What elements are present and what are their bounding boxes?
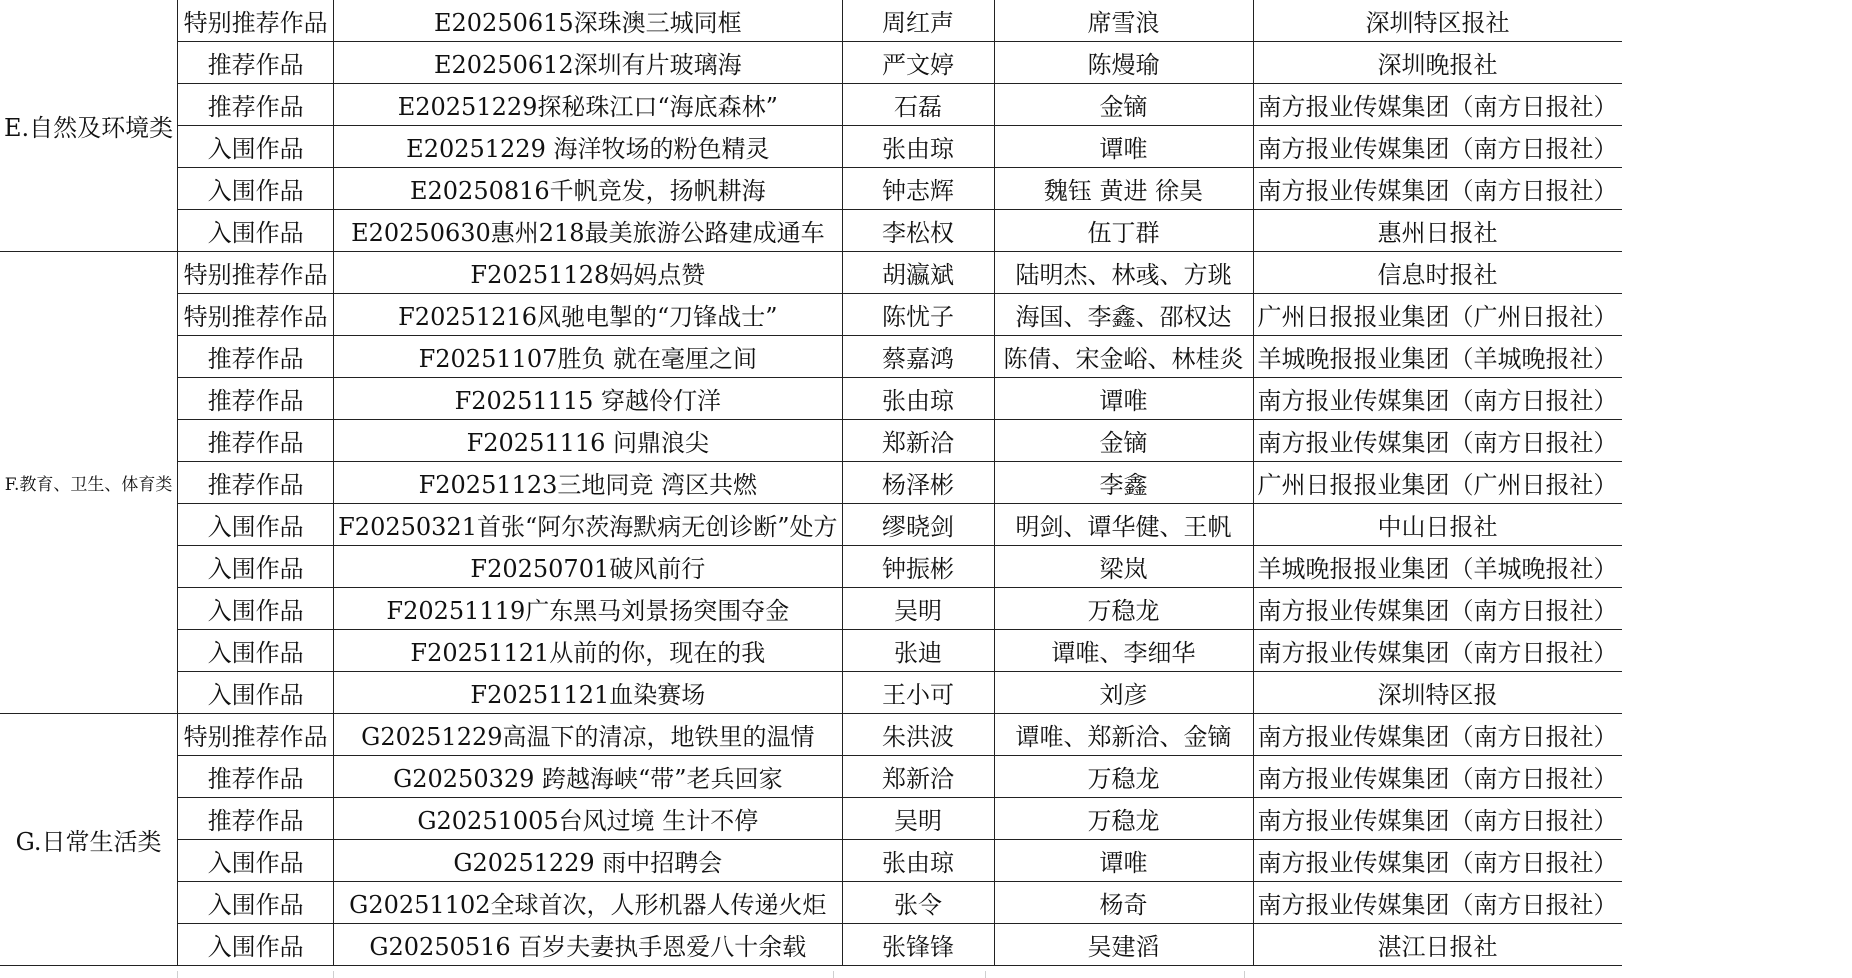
award-level-cell: 入围作品 [178,210,334,252]
award-level-cell: 入围作品 [178,588,334,630]
editor-cell: 魏钰 黄进 徐昊 [994,168,1253,210]
table-row [0,210,1622,252]
author-cell: 郑新洽 [842,756,994,798]
publisher-cell: 羊城晚报报业集团（羊城晚报社） [1253,336,1622,378]
author-cell: 蔡嘉鸿 [842,336,994,378]
editor-cell: 谭唯、郑新洽、金镝 [994,714,1253,756]
table-row [0,0,1622,42]
table-row [0,378,1622,420]
award-level-cell: 入围作品 [178,546,334,588]
work-title-cell: F20251121血染赛场 [334,672,842,714]
work-title-cell: F20251119广东黑马刘景扬突围夺金 [334,588,842,630]
table-row [0,588,1622,630]
award-level-cell: 推荐作品 [178,336,334,378]
author-cell: 朱洪波 [842,714,994,756]
publisher-cell: 南方报业传媒集团（南方日报社） [1253,840,1622,882]
publisher-cell: 羊城晚报报业集团（羊城晚报社） [1253,546,1622,588]
table-row [0,756,1622,798]
editor-cell: 陆明杰、林彧、方珧 [994,252,1253,294]
work-title-cell: F20251107胜负 就在毫厘之间 [334,336,842,378]
publisher-cell: 广州日报报业集团（广州日报社） [1253,294,1622,336]
table-row [0,336,1622,378]
editor-cell: 万稳龙 [994,756,1253,798]
award-level-cell: 推荐作品 [178,798,334,840]
table-row [0,798,1622,840]
publisher-cell: 南方报业传媒集团（南方日报社） [1253,126,1622,168]
publisher-cell: 深圳特区报 [1253,672,1622,714]
award-level-cell: 推荐作品 [178,756,334,798]
editor-cell: 万稳龙 [994,798,1253,840]
publisher-cell: 中山日报社 [1253,504,1622,546]
author-cell: 张由琼 [842,840,994,882]
award-level-cell: 特别推荐作品 [178,294,334,336]
work-title-cell: E20250612深圳有片玻璃海 [334,42,842,84]
next-row-stub [0,971,1852,978]
work-title-cell: E20250630惠州218最美旅游公路建成通车 [334,210,842,252]
author-cell: 李松权 [842,210,994,252]
publisher-cell: 信息时报社 [1253,252,1622,294]
work-title-cell: F20250701破风前行 [334,546,842,588]
author-cell: 张由琼 [842,378,994,420]
publisher-cell: 南方报业传媒集团（南方日报社） [1253,588,1622,630]
publisher-cell: 南方报业传媒集团（南方日报社） [1253,420,1622,462]
award-level-cell: 特别推荐作品 [178,252,334,294]
work-title-cell: G20251229 雨中招聘会 [334,840,842,882]
author-cell: 吴明 [842,798,994,840]
award-level-cell: 入围作品 [178,882,334,924]
publisher-cell: 深圳特区报社 [1253,0,1622,42]
table-row [0,126,1622,168]
award-level-cell: 推荐作品 [178,420,334,462]
table-row [0,252,1622,294]
publisher-cell: 深圳晚报社 [1253,42,1622,84]
work-title-cell: G20250516 百岁夫妻执手恩爱八十余载 [334,924,842,966]
editor-cell: 金镝 [994,420,1253,462]
publisher-cell: 南方报业传媒集团（南方日报社） [1253,630,1622,672]
table-row [0,630,1622,672]
work-title-cell: E20250615深珠澳三城同框 [334,0,842,42]
publisher-cell: 湛江日报社 [1253,924,1622,966]
editor-cell: 谭唯、李细华 [994,630,1253,672]
editor-cell: 谭唯 [994,378,1253,420]
publisher-cell: 南方报业传媒集团（南方日报社） [1253,168,1622,210]
editor-cell: 陈熳瑜 [994,42,1253,84]
publisher-cell: 南方报业传媒集团（南方日报社） [1253,798,1622,840]
award-level-cell: 特别推荐作品 [178,0,334,42]
editor-cell: 谭唯 [994,126,1253,168]
author-cell: 吴明 [842,588,994,630]
publisher-cell: 南方报业传媒集团（南方日报社） [1253,378,1622,420]
category-cell: E.自然及环境类 [0,0,178,252]
category-cell: F.教育、卫生、体育类 [0,252,178,714]
editor-cell: 万稳龙 [994,588,1253,630]
table-row [0,168,1622,210]
award-level-cell: 推荐作品 [178,462,334,504]
work-title-cell: G20251102全球首次，人形机器人传递火炬 [334,882,842,924]
work-title-cell: F20250321首张“阿尔茨海默病无创诊断”处方 [334,504,842,546]
award-level-cell: 入围作品 [178,924,334,966]
table-row [0,42,1622,84]
author-cell: 杨泽彬 [842,462,994,504]
table-row [0,714,1622,756]
table-row [0,84,1622,126]
work-title-cell: F20251216风驰电掣的“刀锋战士” [334,294,842,336]
editor-cell: 金镝 [994,84,1253,126]
work-title-cell: F20251123三地同竞 湾区共燃 [334,462,842,504]
editor-cell: 席雪浪 [994,0,1253,42]
work-title-cell: F20251128妈妈点赞 [334,252,842,294]
author-cell: 张迪 [842,630,994,672]
editor-cell: 刘彦 [994,672,1253,714]
publisher-cell: 南方报业传媒集团（南方日报社） [1253,84,1622,126]
award-level-cell: 入围作品 [178,168,334,210]
author-cell: 郑新洽 [842,420,994,462]
publisher-cell: 南方报业传媒集团（南方日报社） [1253,882,1622,924]
author-cell: 钟志辉 [842,168,994,210]
award-level-cell: 特别推荐作品 [178,714,334,756]
work-title-cell: G20251005台风过境 生计不停 [334,798,842,840]
editor-cell: 陈倩、宋金峪、林桂炎 [994,336,1253,378]
editor-cell: 梁岚 [994,546,1253,588]
work-title-cell: G20250329 跨越海峡“带”老兵回家 [334,756,842,798]
author-cell: 陈忧子 [842,294,994,336]
work-title-cell: F20251115 穿越伶仃洋 [334,378,842,420]
table-row [0,882,1622,924]
author-cell: 周红声 [842,0,994,42]
award-level-cell: 推荐作品 [178,84,334,126]
editor-cell: 明剑、谭华健、王帆 [994,504,1253,546]
table-row [0,924,1622,966]
table-row [0,546,1622,588]
publisher-cell: 广州日报报业集团（广州日报社） [1253,462,1622,504]
author-cell: 胡瀛斌 [842,252,994,294]
publisher-cell: 南方报业传媒集团（南方日报社） [1253,714,1622,756]
table-row [0,672,1622,714]
award-level-cell: 入围作品 [178,126,334,168]
editor-cell: 吴建滔 [994,924,1253,966]
table-row [0,294,1622,336]
table-row [0,504,1622,546]
work-title-cell: F20251116 问鼎浪尖 [334,420,842,462]
author-cell: 缪晓剑 [842,504,994,546]
author-cell: 王小可 [842,672,994,714]
editor-cell: 海国、李鑫、邵权达 [994,294,1253,336]
author-cell: 张令 [842,882,994,924]
editor-cell: 伍丁群 [994,210,1253,252]
award-level-cell: 入围作品 [178,504,334,546]
work-title-cell: G20251229高温下的清凉，地铁里的温情 [334,714,842,756]
table-row [0,420,1622,462]
award-level-cell: 推荐作品 [178,42,334,84]
table-row [0,840,1622,882]
work-title-cell: E20251229探秘珠江口“海底森林” [334,84,842,126]
award-level-cell: 入围作品 [178,840,334,882]
author-cell: 张锋锋 [842,924,994,966]
award-level-cell: 推荐作品 [178,378,334,420]
author-cell: 石磊 [842,84,994,126]
work-title-cell: F20251121从前的你，现在的我 [334,630,842,672]
publisher-cell: 南方报业传媒集团（南方日报社） [1253,756,1622,798]
editor-cell: 李鑫 [994,462,1253,504]
editor-cell: 杨奇 [994,882,1253,924]
work-title-cell: E20250816千帆竞发，扬帆耕海 [334,168,842,210]
award-level-cell: 入围作品 [178,630,334,672]
author-cell: 张由琼 [842,126,994,168]
award-level-cell: 入围作品 [178,672,334,714]
publisher-cell: 惠州日报社 [1253,210,1622,252]
table-row [0,462,1622,504]
category-cell: G.日常生活类 [0,714,178,966]
author-cell: 钟振彬 [842,546,994,588]
work-title-cell: E20251229 海洋牧场的粉色精灵 [334,126,842,168]
editor-cell: 谭唯 [994,840,1253,882]
author-cell: 严文婷 [842,42,994,84]
